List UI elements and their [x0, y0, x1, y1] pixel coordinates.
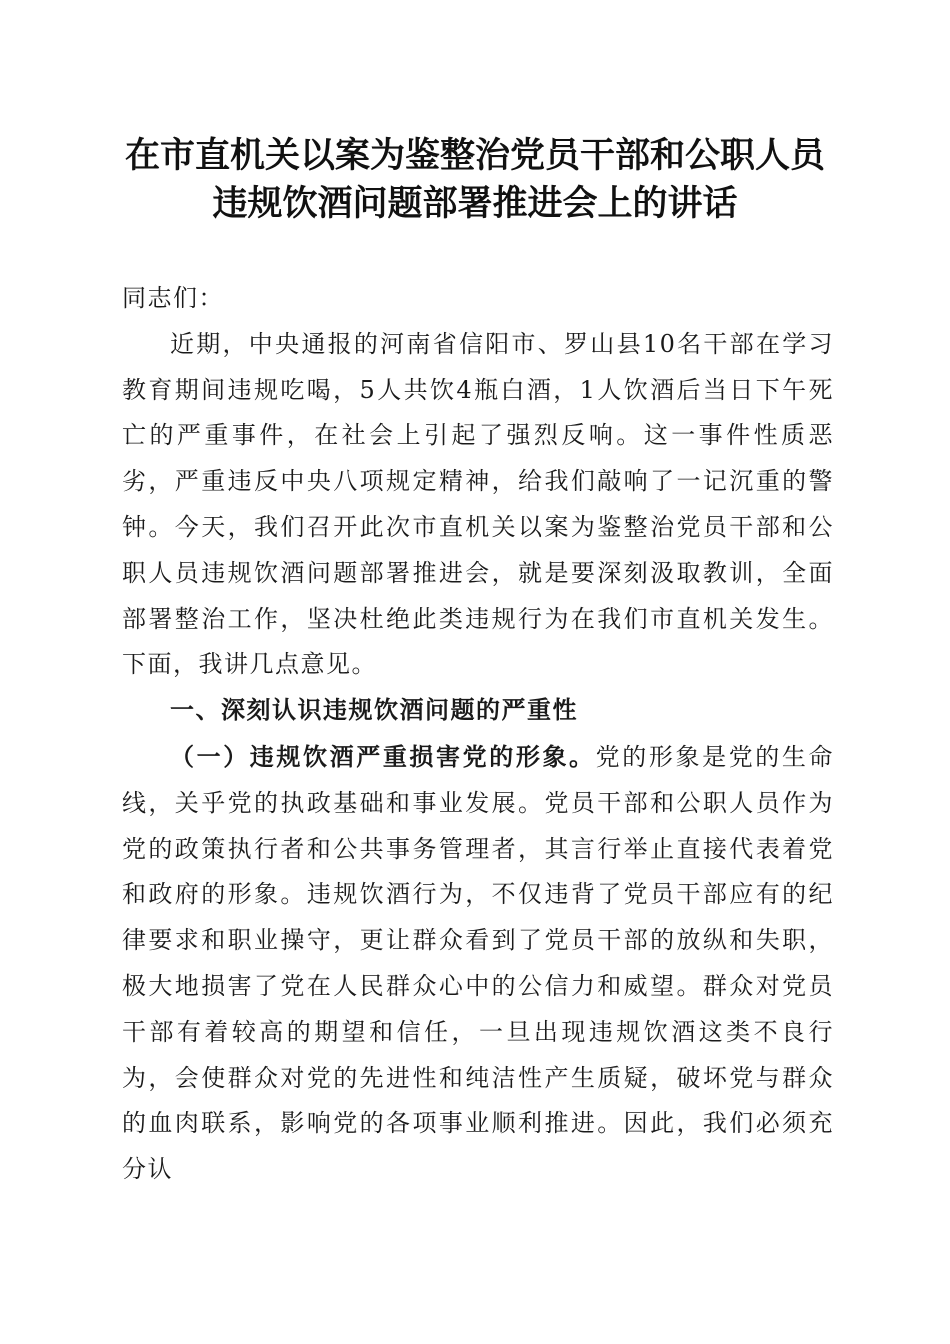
subsection-paragraph-1 — [122, 734, 834, 1193]
section-heading-1: 一、深刻认识违规饮酒问题的严重性 — [170, 696, 578, 725]
title-line-1: 在市直机关以案为鉴整治党员干部和公职人员 — [124, 135, 825, 176]
document-body — [122, 276, 834, 1193]
intro-paragraph: 近期，中央通报的河南省信阳市、罗山县10名干部在学习教育期间违规吃喝，5人共饮4瓶白酒，1人饮酒后当日下午死亡的严重事件，在社会上引起了强烈反响。这一事件性质恶劣，严重违反中央八项规定精神，给我们敲响了一记沉重的警钟。今天，我们召开此次市直机关以案为鉴整治党员干部和公职人员违规饮酒问题部署推进会，就是要深刻汲取教训，全面部署整治工作，坚决杜绝此类违规行为在我们市直机关发生。下面，我讲几点意见。 — [122, 329, 834, 679]
subsection-heading-1: （一）违规饮酒严重损害党的形象。 — [170, 741, 596, 771]
title-line-2: 违规饮酒问题部署推进会上的讲话 — [212, 183, 738, 224]
subsection-body-1: 党的形象是党的生命线，关乎党的执政基础和事业发展。党员干部和公职人员作为党的政策执行者和公共事务管理者，其言行举止直接代表着党和政府的形象。违规饮酒行为，不仅违背了党员干部应有的纪律要求和职业操守，更让群众看到了党员干部的放纵和失职，极大地损害了党在人民群众心中的公信力和威望。群众对党员干部有着较高的期望和信任，一旦出现违规饮酒这类不良行为，会使群众对党的先进性和纯洁性产生质疑，破坏党与群众的血肉联系，影响党的各项事业顺利推进。因此，我们必须充分认 — [122, 742, 835, 1184]
salutation: 同志们： — [122, 284, 224, 312]
document-title — [60, 132, 890, 228]
